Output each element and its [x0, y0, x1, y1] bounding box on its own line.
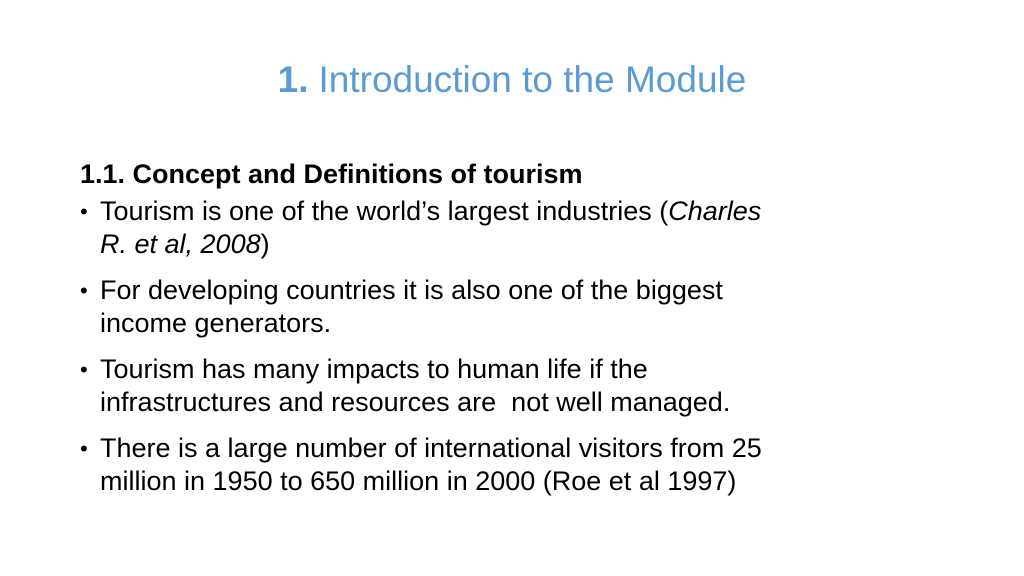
citation-text: Charles	[668, 196, 762, 226]
bullet-item	[80, 432, 960, 498]
bullet-icon: •	[80, 436, 88, 461]
bullet-icon: •	[80, 357, 88, 382]
bullet-text: Tourism is one of the world’s largest industries (	[100, 196, 669, 226]
bullet-line: million in 1950 to 650 million in 2000 (Roe et al 1997)	[100, 466, 737, 496]
section-subheading: 1.1. Concept and Definitions of tourism	[80, 159, 583, 189]
slide-title-number: 1.	[277, 59, 309, 100]
bullet-line	[100, 195, 960, 228]
bullet-text: )	[260, 229, 270, 259]
bullet-item	[80, 274, 960, 340]
bullet-line: income generators.	[100, 308, 332, 338]
bullet-line: For developing countries it is also one of the biggest	[100, 275, 723, 305]
bullet-line: There is a large number of international visitors from 25	[100, 433, 762, 463]
bullet-line: infrastructures and resources are not well managed.	[100, 387, 731, 417]
bullet-list	[80, 195, 960, 498]
slide-body	[80, 155, 960, 511]
bullet-icon: •	[80, 199, 88, 224]
bullet-icon: •	[80, 278, 88, 303]
slide-title	[0, 56, 1024, 104]
bullet-line: Tourism has many impacts to human life if the	[100, 354, 648, 384]
bullet-line	[100, 228, 960, 261]
bullet-item	[80, 195, 960, 261]
bullet-item	[80, 353, 960, 419]
citation-text: R. et al, 2008	[100, 229, 261, 259]
slide-title-text: Introduction to the Module	[318, 59, 747, 100]
